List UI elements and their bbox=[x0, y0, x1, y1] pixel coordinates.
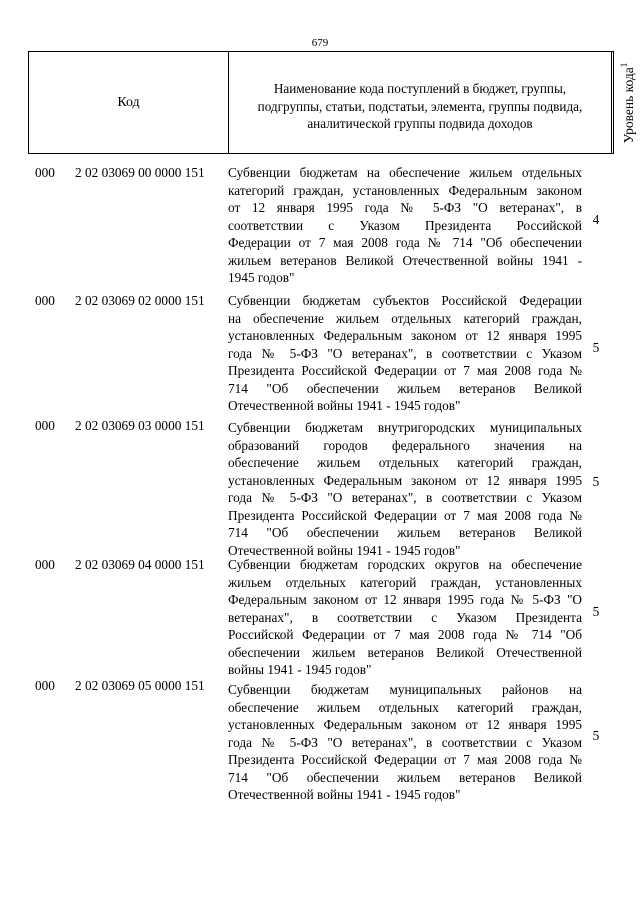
code-level: 5 bbox=[592, 728, 600, 743]
income-name-line: установленных Федеральным законом от 12 января 1995 bbox=[228, 328, 582, 343]
income-name-line: 1945 годов" bbox=[228, 270, 295, 285]
income-name-line: 714 "Об обеспечении жильем ветеранов Великой bbox=[228, 525, 582, 540]
header-name-line: аналитической группы подвида доходов bbox=[307, 116, 533, 131]
code-level: 5 bbox=[592, 340, 600, 355]
income-name-line: Федеральным законом от 12 января 1995 года № 5-ФЗ "О bbox=[228, 592, 582, 607]
income-name-line: образований городов федерального значения на bbox=[228, 437, 582, 453]
admin-code: 000 bbox=[35, 678, 55, 693]
income-name-line: установленных Федеральным законом от 12 января 1995 bbox=[228, 717, 582, 732]
income-name bbox=[228, 681, 582, 804]
header-level-footnote: 1 bbox=[619, 62, 629, 67]
income-code: 2 02 03069 04 0000 151 bbox=[75, 557, 205, 572]
admin-code: 000 bbox=[35, 418, 55, 433]
income-code: 2 02 03069 05 0000 151 bbox=[75, 678, 205, 693]
income-name bbox=[228, 164, 582, 287]
income-name-line: Субвенции бюджетам субъектов Российской Федерации bbox=[228, 293, 582, 308]
income-name-line: Субвенции бюджетам муниципальных районов на bbox=[228, 682, 582, 697]
income-name-line: жильем ветеранов Великой Отечественной войны 1941 - bbox=[228, 252, 582, 268]
income-code: 2 02 03069 03 0000 151 bbox=[75, 418, 205, 433]
income-code: 2 02 03069 00 0000 151 bbox=[75, 165, 205, 180]
income-name-line: войны 1941 - 1945 годов" bbox=[228, 662, 372, 677]
income-name-line: обеспечении жильем ветеранов Великой Отечественной bbox=[228, 644, 582, 660]
income-name-line: жильем отдельных категорий граждан, установленных bbox=[228, 574, 582, 590]
income-name-line: Президента Российской Федерации от 7 мая 2008 года № bbox=[228, 507, 582, 523]
code-level: 4 bbox=[592, 212, 600, 227]
header-code-label: Код bbox=[117, 94, 140, 110]
income-name-line: года № 5-ФЗ "О ветеранах", в соответствии с Указом bbox=[228, 734, 582, 750]
header-level-label bbox=[619, 62, 637, 143]
income-name-line: 714 "Об обеспечении жильем ветеранов Великой bbox=[228, 380, 582, 396]
income-name-line: Субвенции бюджетам городских округов на обеспечение bbox=[228, 557, 582, 572]
income-name-line: 714 "Об обеспечении жильем ветеранов Великой bbox=[228, 769, 582, 785]
admin-code: 000 bbox=[35, 165, 55, 180]
income-name-line: на обеспечение жильем отдельных категорий граждан, bbox=[228, 310, 582, 326]
income-name bbox=[228, 556, 582, 679]
page-number: 679 bbox=[311, 37, 329, 49]
income-name-line: ветеранах", в соответствии с Указом Президента bbox=[228, 609, 582, 625]
header-name-line: подгруппы, статьи, подстатьи, элемента, группы подвида, bbox=[257, 98, 583, 114]
income-name-line: от 12 января 1995 года № 5-ФЗ "О ветеранах", в bbox=[228, 200, 582, 215]
table-header bbox=[28, 51, 636, 154]
code-level: 5 bbox=[592, 604, 600, 619]
header-level-cell bbox=[611, 52, 640, 153]
admin-code: 000 bbox=[35, 293, 55, 308]
income-name-line: соответствии с Указом Президента Российской bbox=[228, 217, 582, 233]
header-name-label bbox=[229, 80, 611, 133]
income-name-line: обеспечение жильем отдельных категорий граждан, bbox=[228, 699, 582, 715]
income-name-line: Российской Федерации от 7 мая 2008 года № 714 "Об bbox=[228, 627, 582, 642]
admin-code: 000 bbox=[35, 557, 55, 572]
income-name-line: установленных Федеральным законом от 12 января 1995 bbox=[228, 472, 582, 488]
income-name-line: Президента Российской Федерации от 7 мая 2008 года № bbox=[228, 363, 582, 378]
header-name-line: Наименование кода поступлений в бюджет, группы, bbox=[273, 81, 567, 96]
header-level-text: Уровень кода bbox=[621, 66, 636, 143]
income-name-line: Отечественной войны 1941 - 1945 годов" bbox=[228, 542, 461, 558]
code-level: 5 bbox=[592, 474, 600, 489]
income-name bbox=[228, 419, 582, 559]
income-code: 2 02 03069 02 0000 151 bbox=[75, 293, 205, 308]
income-name-line: Федерации от 7 мая 2008 года № 714 "Об обеспечении bbox=[228, 235, 582, 250]
income-name-line: Субвенции бюджетам на обеспечение жильем отдельных bbox=[228, 165, 582, 180]
income-name bbox=[228, 292, 582, 415]
income-name-line: Президента Российской Федерации от 7 мая 2008 года № bbox=[228, 752, 582, 767]
income-name-line: категорий граждан, установленных Федеральным законом bbox=[228, 182, 582, 198]
income-name-line: обеспечение жильем отдельных категорий граждан, bbox=[228, 455, 582, 470]
income-name-line: Субвенции бюджетам внутригородских муниципальных bbox=[228, 420, 582, 435]
income-name-line: года № 5-ФЗ "О ветеранах", в соответствии с Указом bbox=[228, 490, 582, 505]
income-name-line: Отечественной войны 1941 - 1945 годов" bbox=[228, 398, 461, 413]
income-name-line: года № 5-ФЗ "О ветеранах", в соответствии с Указом bbox=[228, 345, 582, 361]
income-name-line: Отечественной войны 1941 - 1945 годов" bbox=[228, 787, 461, 802]
